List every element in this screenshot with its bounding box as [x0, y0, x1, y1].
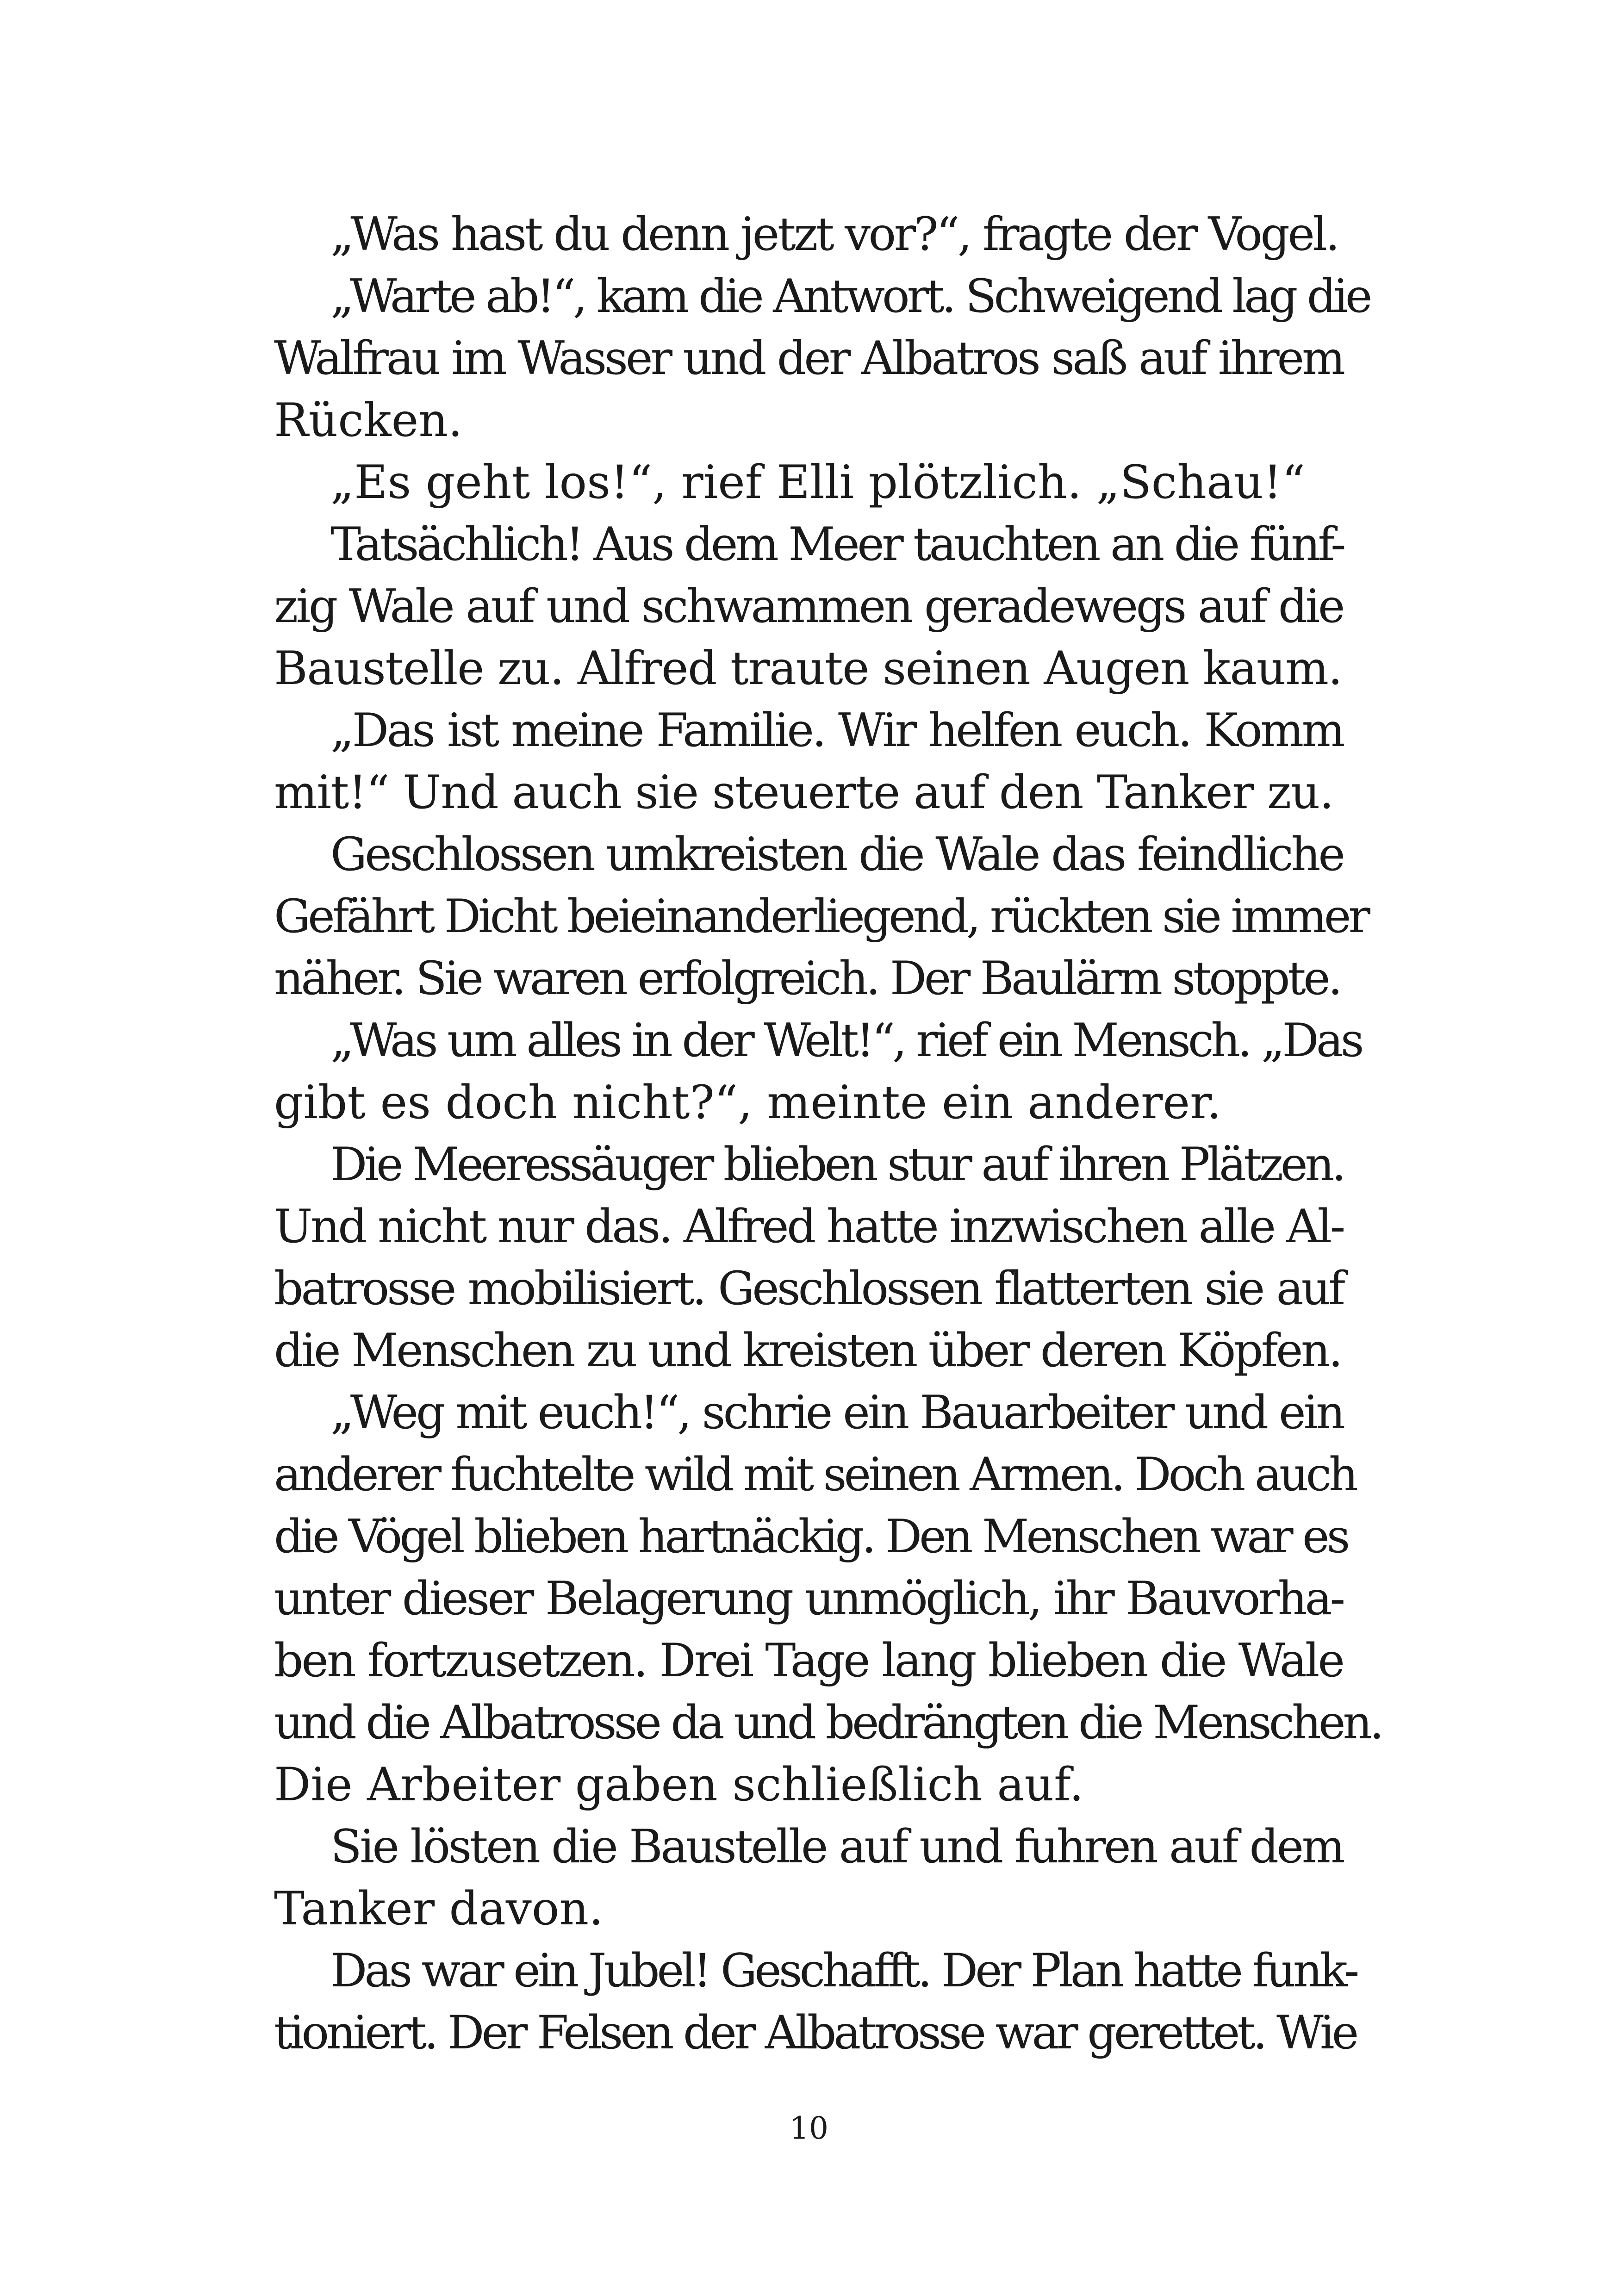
body-text	[274, 204, 1382, 2064]
text-line: zig Wale auf und schwammen geradewegs auf die	[274, 580, 1343, 633]
text-line: Das war ein Jubel! Geschafft. Der Plan hatte funk-	[330, 1944, 1357, 1997]
text-line: „Was um alles in der Welt!“, rief ein Mensch. „Das	[330, 1014, 1362, 1067]
text-line: Walfrau im Wasser und der Albatros saß auf ihrem	[274, 332, 1343, 385]
page-number: 10	[790, 2110, 828, 2146]
text-line: mit!“ Und auch sie steuerte auf den Tanker zu.	[274, 766, 1333, 819]
text-line: Gefährt Dicht beieinanderliegend, rückten sie immer	[274, 890, 1368, 943]
text-line: Baustelle zu. Alfred traute seinen Augen kaum.	[274, 642, 1342, 695]
text-line: Geschlossen umkreisten die Wale das feindliche	[330, 828, 1343, 881]
text-line: und die Albatrosse da und bedrängten die Menschen.	[274, 1696, 1382, 1749]
text-line: Die Arbeiter gaben schließlich auf.	[274, 1758, 1084, 1811]
text-line: „Weg mit euch!“, schrie ein Bauarbeiter und ein	[330, 1386, 1343, 1439]
text-line: näher. Sie waren erfolgreich. Der Baulärm stoppte.	[274, 952, 1340, 1005]
text-line: Tatsächlich! Aus dem Meer tauchten an die fünf-	[330, 518, 1344, 571]
text-line: tioniert. Der Felsen der Albatrosse war gerettet. Wie	[274, 2006, 1357, 2060]
text-line: die Vögel blieben hartnäckig. Den Menschen war es	[274, 1510, 1348, 1563]
text-line: Die Meeressäuger blieben stur auf ihren Plätzen.	[330, 1138, 1344, 1191]
text-line: anderer fuchtelte wild mit seinen Armen. Doch auch	[274, 1448, 1356, 1501]
text-line: batrosse mobilisiert. Geschlossen flatterten sie auf	[274, 1262, 1343, 1315]
text-line: Tanker davon.	[274, 1882, 604, 1935]
text-line: „Es geht los!“, rief Elli plötzlich. „Schau!“	[330, 456, 1306, 509]
text-line: „Das ist meine Familie. Wir helfen euch. Komm	[330, 704, 1343, 757]
text-line: Sie lösten die Baustelle auf und fuhren auf dem	[330, 1820, 1343, 1873]
text-line: „Warte ab!“, kam die Antwort. Schweigend lag die	[330, 270, 1370, 323]
text-line: ben fortzusetzen. Drei Tage lang blieben die Wale	[274, 1634, 1343, 1687]
text-line: gibt es doch nicht?“, meinte ein anderer.	[274, 1076, 1221, 1129]
text-line: unter dieser Belagerung unmöglich, ihr Bauvorha-	[274, 1572, 1343, 1625]
text-line: Rücken.	[274, 394, 463, 447]
text-line: Und nicht nur das. Alfred hatte inzwischen alle Al-	[274, 1200, 1344, 1253]
text-line: die Menschen zu und kreisten über deren Köpfen.	[274, 1324, 1341, 1377]
text-line: „Was hast du denn jetzt vor?“, fragte der Vogel.	[330, 208, 1338, 261]
